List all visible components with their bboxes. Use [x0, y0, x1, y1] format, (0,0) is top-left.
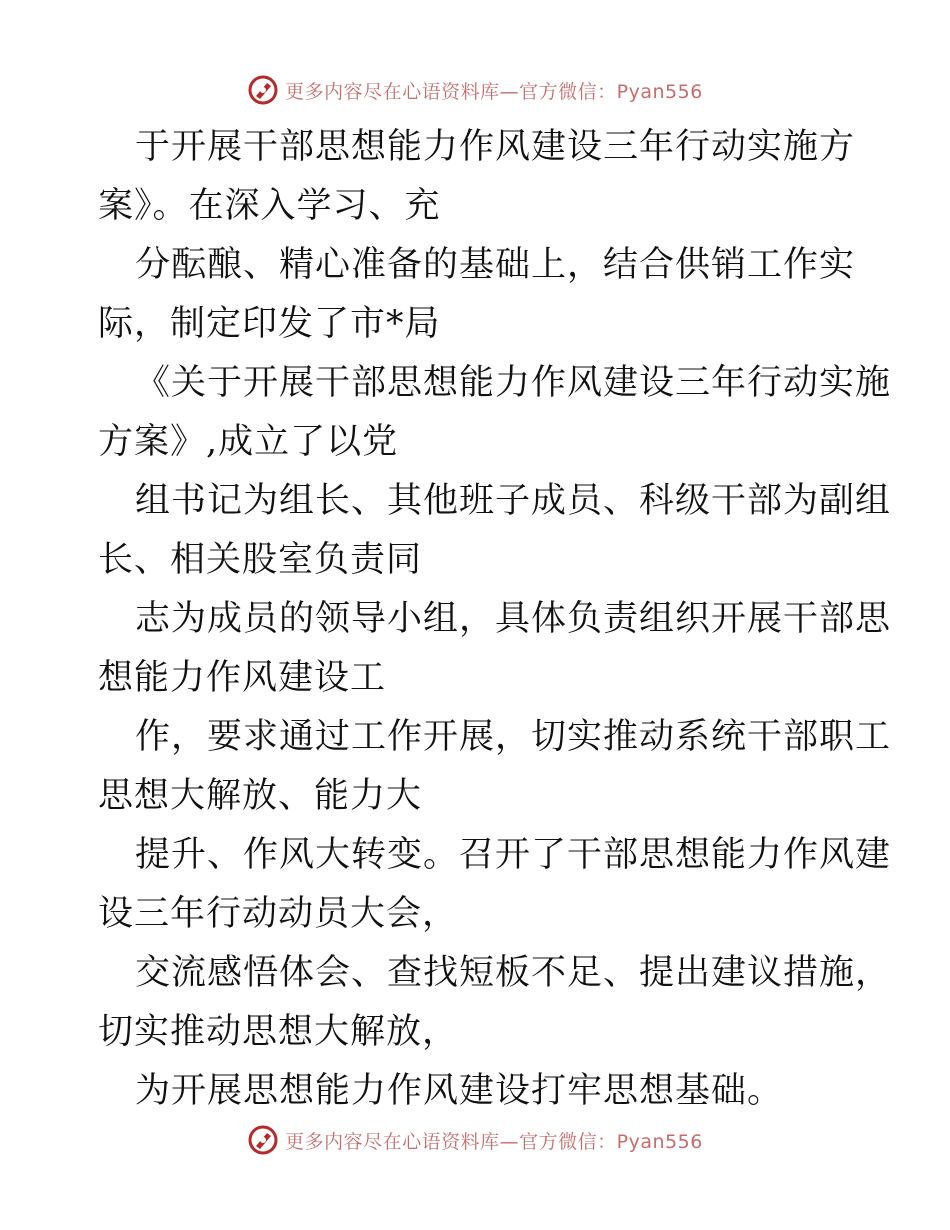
paragraph-line: 于开展干部思想能力作风建设三年行动实施方 — [135, 127, 856, 167]
paragraph-line: 志为成员的领导小组，具体负责组织开展干部思 — [135, 599, 892, 639]
paragraph — [98, 590, 892, 708]
paragraph-line: 组书记为组长、其他班子成员、科级干部为副组 — [135, 481, 892, 521]
paragraph-line: 交流感悟体会、查找短板不足、提出建议措施， — [135, 953, 892, 993]
paragraph-line: 想能力作风建设工 — [98, 658, 387, 698]
paragraph-line: 思想大解放、能力大 — [98, 776, 423, 816]
header-banner-text: 更多内容尽在心语资料库—官方微信：Pyan556 — [285, 80, 703, 103]
paragraph-line: 设三年行动动员大会， — [98, 894, 459, 934]
paragraph — [98, 1062, 858, 1121]
paragraph — [98, 708, 892, 826]
paragraph-line: 分酝酿、精心准备的基础上，结合供销工作实 — [135, 245, 856, 285]
paragraph — [98, 472, 892, 590]
logo-icon — [247, 74, 279, 106]
paragraph — [98, 118, 858, 236]
paragraph-line: 提升、作风大转变。召开了干部思想能力作风建 — [135, 835, 892, 875]
paragraph — [98, 236, 858, 354]
paragraph-line: 案》。在深入学习、充 — [98, 186, 441, 226]
paragraph-line: 方案》,成立了以党 — [98, 422, 399, 462]
paragraph-line: 切实推动思想大解放， — [98, 1012, 459, 1052]
paragraph — [98, 826, 892, 944]
logo-icon — [247, 1124, 279, 1156]
paragraph-line: 《关于开展干部思想能力作风建设三年行动实施 — [135, 363, 892, 403]
paragraph — [98, 354, 892, 472]
paragraph-line: 长、相关股室负责同 — [98, 540, 423, 580]
document-body — [98, 118, 892, 1121]
paragraph-line: 际，制定印发了市*局 — [98, 304, 441, 344]
paragraph-line: 为开展思想能力作风建设打牢思想基础。 — [135, 1071, 784, 1111]
header-banner — [0, 70, 950, 110]
paragraph-line: 作，要求通过工作开展，切实推动系统干部职工 — [135, 717, 892, 757]
paragraph — [98, 944, 892, 1062]
footer-banner-text: 更多内容尽在心语资料库—官方微信：Pyan556 — [285, 1130, 703, 1153]
footer-banner — [0, 1120, 950, 1160]
